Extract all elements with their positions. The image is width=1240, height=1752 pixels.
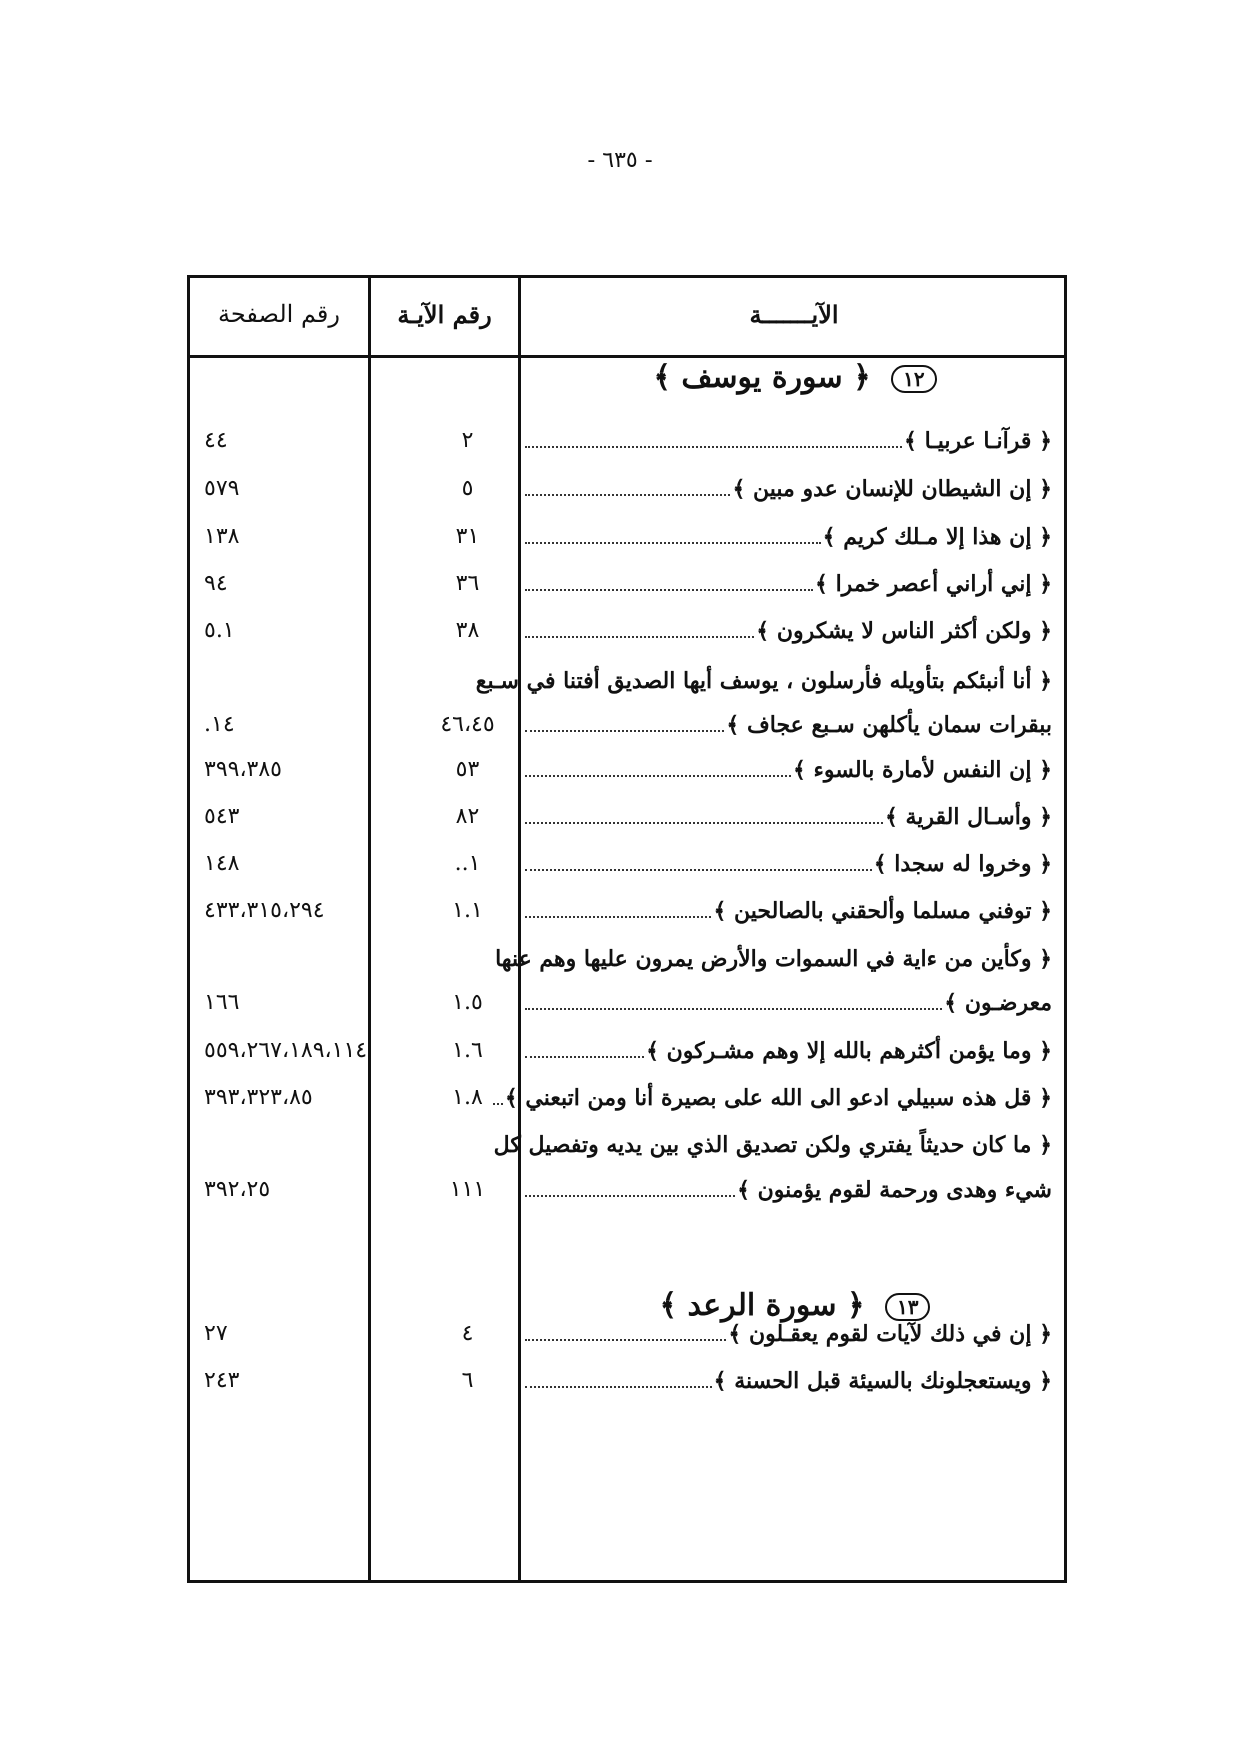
surah-name: ﴿ سورة الرعد ﴾ bbox=[659, 1288, 865, 1323]
page-references-label: ٥٧٩ bbox=[204, 476, 240, 501]
page-references-label: ٤٤ bbox=[204, 428, 228, 453]
index-row bbox=[190, 851, 1064, 891]
dot-leader bbox=[525, 1056, 644, 1058]
verse-text bbox=[517, 1321, 1052, 1347]
surah-heading-raad bbox=[520, 1288, 1070, 1323]
ayah-number: ١.٦ bbox=[452, 1038, 483, 1063]
verse-label: شيء وهدى ورحمة لقوم يؤمنون ﴾ bbox=[737, 1177, 1052, 1203]
ayah-number: ٨٢ bbox=[455, 804, 480, 829]
index-row bbox=[190, 757, 1064, 797]
verse-label: ﴿ إن الشيطان للإنسان عدو مبين ﴾ bbox=[732, 476, 1052, 502]
verse-text bbox=[504, 1085, 1052, 1111]
index-row bbox=[190, 668, 1064, 708]
page-references-label: ٩٤ bbox=[204, 571, 228, 596]
page-references bbox=[204, 804, 414, 829]
page-references bbox=[204, 712, 414, 737]
verse-text bbox=[495, 946, 1052, 972]
verse-label: ﴿ ما كان حديثاً يفتري ولكن تصديق الذي بين يديه وتفصيل كل bbox=[493, 1132, 1052, 1158]
verse-text bbox=[517, 618, 1052, 644]
verse-text bbox=[517, 1038, 1052, 1064]
ayah-number: ١.١ bbox=[452, 898, 483, 923]
ayah-number: ٣٨ bbox=[455, 618, 480, 643]
verse-text bbox=[517, 524, 1052, 550]
page-references bbox=[204, 946, 414, 971]
dot-leader bbox=[525, 1008, 942, 1010]
dot-leader bbox=[525, 446, 902, 448]
index-row bbox=[190, 1085, 1064, 1125]
page-references-label: ٥٥٩،٢٦٧،١٨٩،١١٤ bbox=[204, 1038, 368, 1063]
ayah-number: ٥ bbox=[461, 476, 474, 501]
page-references bbox=[204, 1132, 414, 1157]
verse-label: ببقرات سمان يأكلهن سـبع عجاف ﴾ bbox=[726, 712, 1052, 738]
dot-leader bbox=[525, 1195, 735, 1197]
index-row bbox=[190, 712, 1064, 752]
verse-label: ﴿ إني أراني أعصر خمرا ﴾ bbox=[815, 571, 1052, 597]
verse-text bbox=[517, 898, 1052, 924]
index-row bbox=[190, 571, 1064, 611]
page-references-label: ١٣٨ bbox=[204, 524, 240, 549]
dot-leader bbox=[525, 1339, 726, 1341]
verse-text bbox=[517, 757, 1052, 783]
page-references bbox=[204, 524, 414, 549]
page-references-label: ٣٩٩،٣٨٥ bbox=[204, 757, 282, 782]
dot-leader bbox=[525, 916, 711, 918]
page-number: - ٦٣٥ - bbox=[587, 148, 653, 173]
page-references bbox=[204, 1177, 414, 1202]
index-row bbox=[190, 804, 1064, 844]
verse-label: معرضـون ﴾ bbox=[944, 990, 1052, 1016]
page-references bbox=[204, 668, 414, 693]
verse-text bbox=[517, 428, 1052, 454]
index-row bbox=[190, 476, 1064, 516]
page-references-label: ٢٧ bbox=[204, 1321, 228, 1346]
index-row bbox=[190, 1132, 1064, 1172]
page-references bbox=[204, 476, 414, 501]
page-references-label: ١٤٨ bbox=[204, 851, 240, 876]
header-verse: الآيـــــــة bbox=[749, 300, 839, 329]
ayah-number: ٣٦ bbox=[455, 571, 480, 596]
page-references bbox=[204, 1368, 414, 1393]
dot-leader bbox=[525, 542, 821, 544]
surah-number-badge: ١٣ bbox=[885, 1293, 930, 1321]
page-references-label: ١٤. bbox=[204, 712, 235, 737]
dot-leader bbox=[525, 589, 813, 591]
page-references bbox=[204, 571, 414, 596]
verse-text bbox=[517, 1368, 1052, 1394]
verse-text bbox=[517, 476, 1052, 502]
page-references bbox=[204, 757, 414, 782]
page-references bbox=[204, 1038, 414, 1063]
index-row bbox=[190, 1368, 1064, 1408]
dot-leader bbox=[525, 775, 791, 777]
verse-text bbox=[517, 712, 1052, 738]
surah-heading-yusuf bbox=[520, 360, 1070, 395]
page-references-label: ٥٤٣ bbox=[204, 804, 240, 829]
page-references bbox=[204, 990, 414, 1015]
page-references bbox=[204, 618, 414, 643]
verse-text bbox=[517, 851, 1052, 877]
page-references bbox=[204, 428, 414, 453]
verse-label: ﴿ إن النفس لأمارة بالسوء ﴾ bbox=[792, 757, 1052, 783]
verse-label: ﴿ ولكن أكثر الناس لا يشكرون ﴾ bbox=[756, 618, 1052, 644]
dot-leader bbox=[525, 494, 730, 496]
page-references bbox=[204, 851, 414, 876]
dot-leader bbox=[525, 636, 754, 638]
ayah-number: ١.٥ bbox=[452, 990, 483, 1015]
dot-leader bbox=[525, 730, 724, 732]
verse-index-table bbox=[187, 275, 1067, 1583]
verse-text bbox=[517, 571, 1052, 597]
verse-text bbox=[493, 1132, 1052, 1158]
page-references-label: ٤٣٣،٣١٥،٢٩٤ bbox=[204, 898, 325, 923]
index-row bbox=[190, 1038, 1064, 1078]
ayah-number: ١١١ bbox=[449, 1177, 486, 1202]
index-row bbox=[190, 1177, 1064, 1217]
verse-label: ﴿ قل هذه سبيلي ادعو الى الله على بصيرة أنا ومن اتبعني ﴾ bbox=[504, 1085, 1052, 1111]
ayah-number: ٦ bbox=[461, 1368, 474, 1393]
page-references-label: ٥.١ bbox=[204, 618, 235, 643]
header-divider bbox=[190, 355, 1064, 358]
header-page-number: رقم الصفحة bbox=[218, 300, 340, 328]
verse-text bbox=[475, 668, 1052, 694]
ayah-number: ٥٣ bbox=[455, 757, 480, 782]
index-row bbox=[190, 524, 1064, 564]
surah-name: ﴿ سورة يوسف ﴾ bbox=[653, 360, 871, 395]
verse-label: ﴿ وما يؤمن أكثرهم بالله إلا وهم مشـركون ﴾ bbox=[646, 1038, 1052, 1064]
surah-number-badge: ١٢ bbox=[891, 365, 936, 393]
page-references-label: ١٦٦ bbox=[204, 990, 240, 1015]
dot-leader bbox=[525, 822, 883, 824]
verse-label: ﴿ إن هذا إلا مـلك كريم ﴾ bbox=[822, 524, 1052, 550]
header-ayah-number: رقم الآيـة bbox=[397, 300, 492, 329]
ayah-number: ٤٦،٤٥ bbox=[440, 712, 495, 737]
verse-label: ﴿ وكأين من ءاية في السموات والأرض يمرون عليها وهم عنها bbox=[495, 946, 1052, 972]
verse-text bbox=[517, 1177, 1052, 1203]
dot-leader bbox=[525, 1386, 712, 1388]
index-row bbox=[190, 428, 1064, 468]
dot-leader bbox=[525, 869, 872, 871]
verse-label: ﴿ توفني مسلما وألحقني بالصالحين ﴾ bbox=[713, 898, 1052, 924]
verse-label: ﴿ إن في ذلك لآيات لقوم يعقـلون ﴾ bbox=[728, 1321, 1052, 1347]
ayah-number: ١.٨ bbox=[452, 1085, 483, 1110]
ayah-number: ٣١ bbox=[455, 524, 480, 549]
verse-text bbox=[517, 804, 1052, 830]
verse-label: ﴿ وأسـال القرية ﴾ bbox=[884, 804, 1052, 830]
verse-label: ﴿ قرآنـا عربيـا ﴾ bbox=[904, 428, 1052, 454]
verse-label: ﴿ ويستعجلونك بالسيئة قبل الحسنة ﴾ bbox=[713, 1368, 1052, 1394]
index-row bbox=[190, 898, 1064, 938]
ayah-number: ٤ bbox=[461, 1321, 474, 1346]
ayah-number: ٢ bbox=[461, 428, 474, 453]
index-row bbox=[190, 1321, 1064, 1361]
verse-label: ﴿ وخروا له سجدا ﴾ bbox=[873, 851, 1052, 877]
page-references bbox=[204, 898, 414, 923]
index-row bbox=[190, 990, 1064, 1030]
ayah-number: ١.. bbox=[454, 851, 481, 876]
page-references bbox=[204, 1085, 414, 1110]
index-row bbox=[190, 618, 1064, 658]
page-references-label: ٣٩٢،٢٥ bbox=[204, 1177, 271, 1202]
page-references bbox=[204, 1321, 414, 1346]
verse-label: ﴿ أنا أنبئكم بتأويله فأرسلون ، يوسف أيها الصديق أفتنا في سـبع bbox=[475, 668, 1052, 694]
verse-text bbox=[517, 990, 1052, 1016]
page-references-label: ٢٤٣ bbox=[204, 1368, 240, 1393]
index-row bbox=[190, 946, 1064, 986]
page-references-label: ٣٩٣،٣٢٣،٨٥ bbox=[204, 1085, 313, 1110]
